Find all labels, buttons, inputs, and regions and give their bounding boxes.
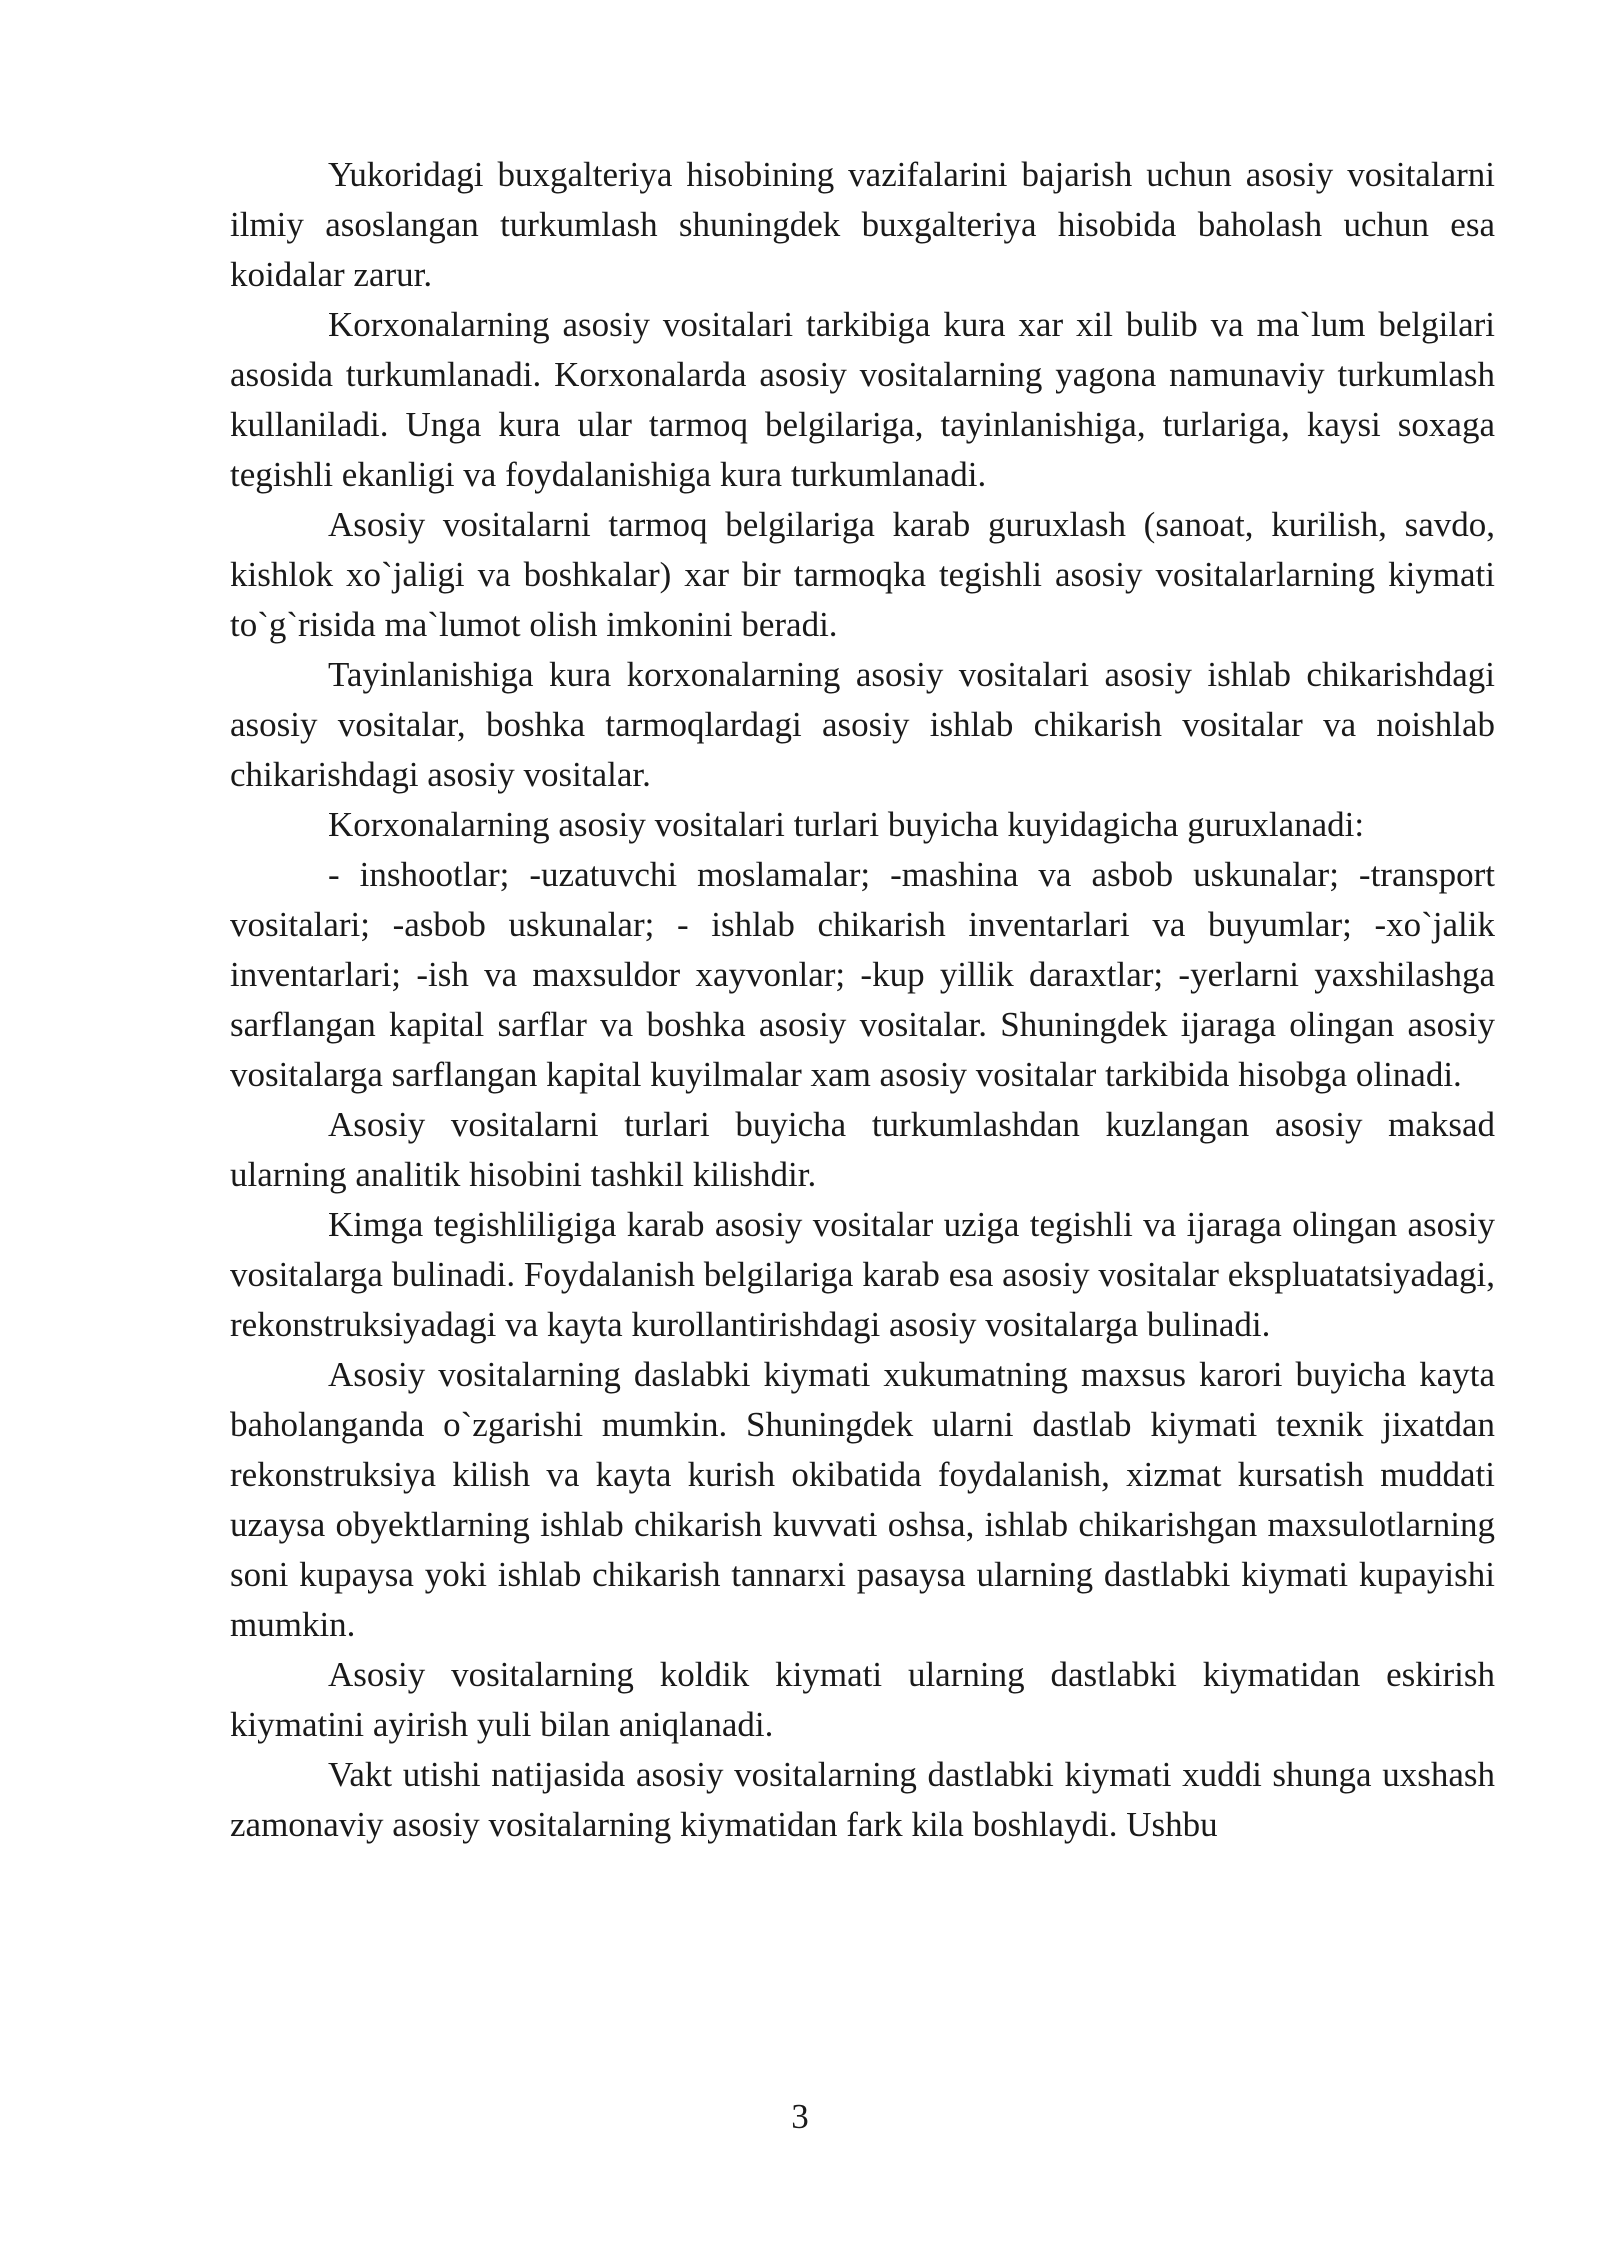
paragraph: Asosiy vositalarni tarmoq belgilariga karab guruxlash (sanoat, kurilish, savdo, kishlok xo`jaligi va boshkalar) xar bir tarmoqka tegishli asosiy vositalarlarning kiymati to`g`risida ma`lumot olish imkonini beradi.	[230, 505, 1495, 644]
paragraph: Kimga tegishliligiga karab asosiy vositalar uziga tegishli va ijaraga olingan asosiy vositalarga bulinadi. Foydalanish belgilariga karab esa asosiy vositalar ekspluatatsiyadagi, rekonstruksiyadagi va kayta kurollantirishdagi asosiy vositalarga bulinadi.	[230, 1205, 1495, 1344]
paragraph: Yukoridagi buxgalteriya hisobining vazifalarini bajarish uchun asosiy vositalarni ilmiy asoslangan turkumlash shuningdek buxgalteriya hisobida baholash uchun esa koidalar zarur.	[230, 155, 1495, 294]
paragraph: Vakt utishi natijasida asosiy vositalarning dastlabki kiymati xuddi shunga uxshash zamonaviy asosiy vositalarning kiymatidan fark kila boshlaydi. Ushbu	[230, 1755, 1495, 1844]
paragraph: Korxonalarning asosiy vositalari tarkibiga kura xar xil bulib va ma`lum belgilari asosida turkumlanadi. Korxonalarda asosiy vositalarning yagona namunaviy turkumlash kullaniladi. Unga kura ular tarmoq belgilariga, tayinlanishiga, turlariga, kaysi soxaga tegishli ekanligi va foydalanishiga kura turkumlanadi.	[230, 305, 1495, 494]
paragraph: Asosiy vositalarni turlari buyicha turkumlashdan kuzlangan asosiy maksad ularning analitik hisobini tashkil kilishdir.	[230, 1105, 1495, 1194]
page-body	[230, 150, 1495, 1850]
paragraph: - inshootlar; -uzatuvchi moslamalar; -mashina va asbob uskunalar; -transport vositalari; -asbob uskunalar; - ishlab chikarish inventarlari va buyumlar; -xo`jalik inventarlari; -ish va maxsuldor xayvonlar; -kup yillik daraxtlar; -yerlarni yaxshilashga sarflangan kapital sarflar va boshka asosiy vositalar. Shuningdek ijaraga olingan asosiy vositalarga sarflangan kapital kuyilmalar xam asosiy vositalar tarkibida hisobga olinadi.	[230, 855, 1495, 1094]
paragraph: Asosiy vositalarning koldik kiymati ularning dastlabki kiymatidan eskirish kiymatini ayirish yuli bilan aniqlanadi.	[230, 1655, 1495, 1744]
paragraph: Asosiy vositalarning daslabki kiymati xukumatning maxsus karori buyicha kayta baholanganda o`zgarishi mumkin. Shuningdek ularni dastlab kiymati texnik jixatdan rekonstruksiya kilish va kayta kurish okibatida foydalanish, xizmat kursatish muddati uzaysa obyektlarning ishlab chikarish kuvvati oshsa, ishlab chikarishgan maxsulotlarning soni kupaysa yoki ishlab chikarish tannarxi pasaysa ularning dastlabki kiymati kupayishi mumkin.	[230, 1355, 1495, 1644]
page-number: 3	[791, 2097, 809, 2136]
paragraph: Tayinlanishiga kura korxonalarning asosiy vositalari asosiy ishlab chikarishdagi asosiy vositalar, boshka tarmoqlardagi asosiy ishlab chikarish vositalar va noishlab chikarishdagi asosiy vositalar.	[230, 655, 1495, 794]
paragraph: Korxonalarning asosiy vositalari turlari buyicha kuyidagicha guruxlanadi:	[328, 805, 1365, 844]
